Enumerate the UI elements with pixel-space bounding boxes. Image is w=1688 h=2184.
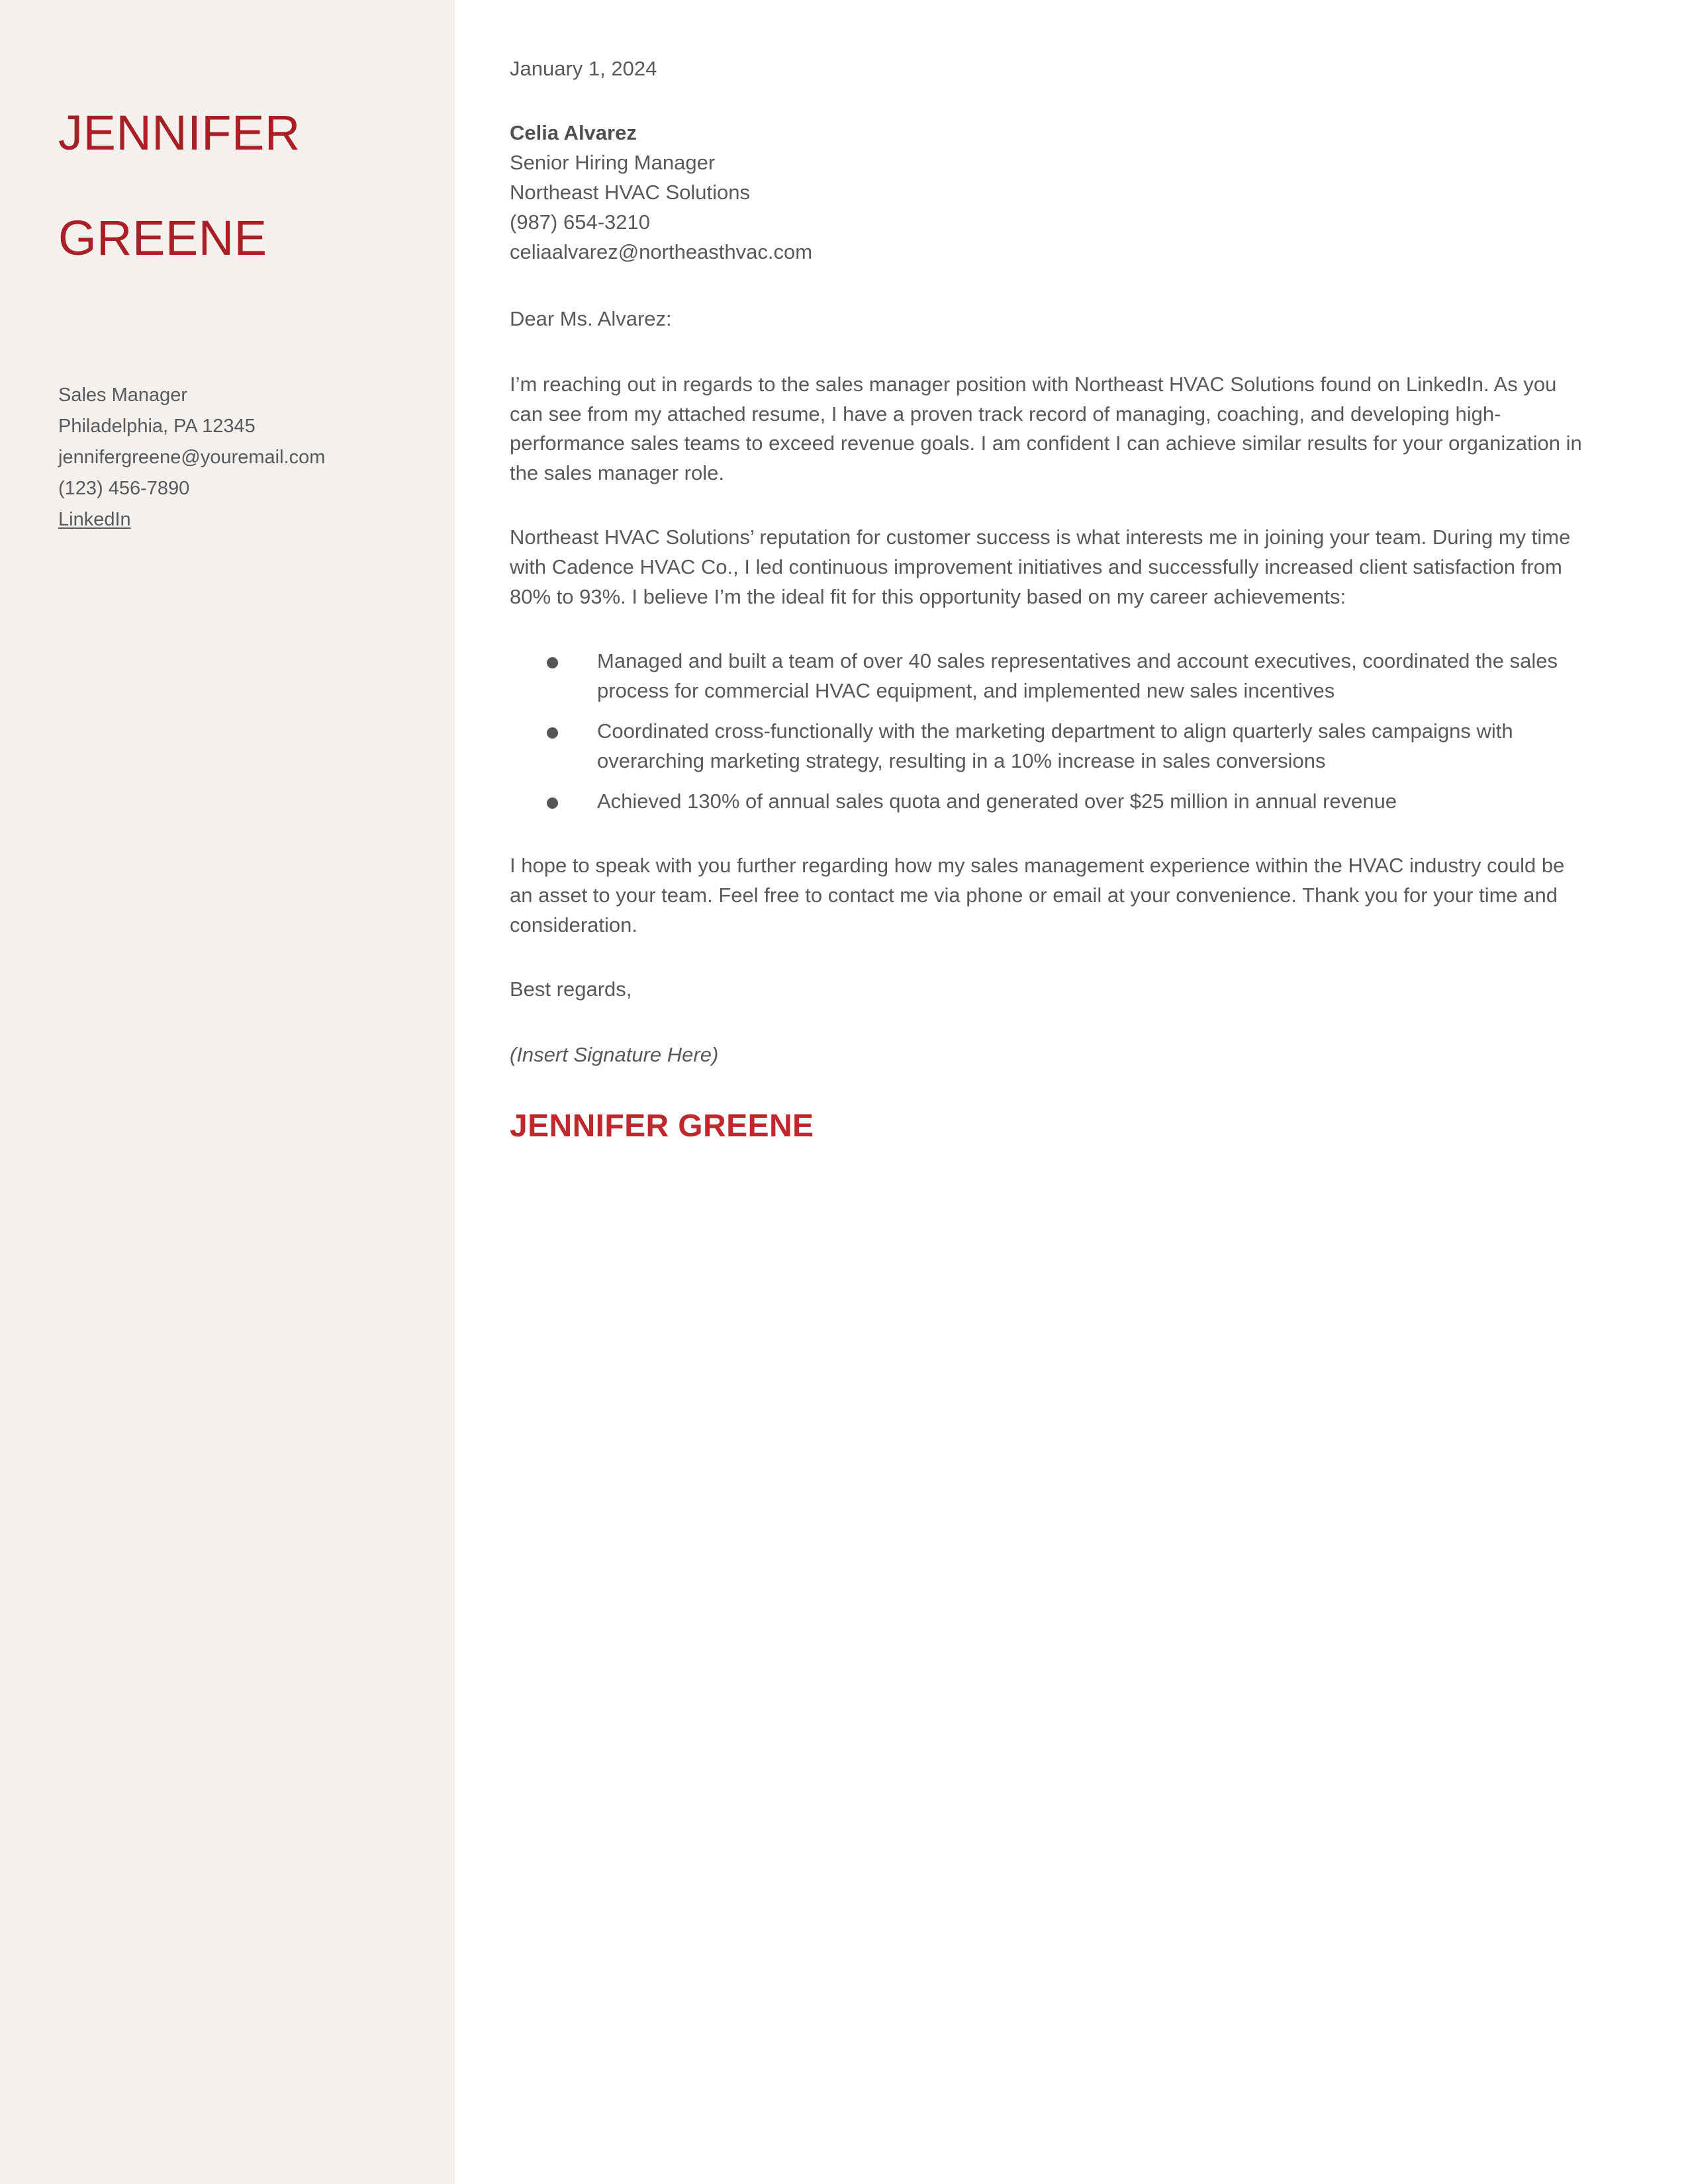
applicant-location: Philadelphia, PA 12345 xyxy=(58,415,256,437)
bullet-icon xyxy=(547,727,558,739)
applicant-job-title: Sales Manager xyxy=(58,384,188,406)
sidebar xyxy=(0,0,455,2184)
list-item xyxy=(510,787,1582,817)
applicant-first-name: JENNIFER xyxy=(58,105,301,161)
achievement-text: Managed and built a team of over 40 sales representatives and account executives, coordinated the sales process for commercial HVAC equipment, and implemented new sales incentives xyxy=(597,649,1558,703)
letter-body xyxy=(455,0,1688,2184)
recipient-phone: (987) 654-3210 xyxy=(510,210,650,234)
body-paragraph-1: I’m reaching out in regards to the sales manager position with Northeast HVAC Solutions found on LinkedIn. As you can see from my attached resume, I have a proven track record of managing, coaching, and developing high-performance sales teams to exceed revenue goals. I am confident I can achieve similar results for your organization in the sales manager role. xyxy=(510,372,1582,485)
linkedin-link[interactable]: LinkedIn xyxy=(58,508,131,530)
recipient-company: Northeast HVAC Solutions xyxy=(510,180,750,204)
list-item xyxy=(510,717,1582,776)
applicant-email: jennifergreene@youremail.com xyxy=(58,446,326,468)
bullet-icon xyxy=(547,797,558,809)
body-paragraph-3: I hope to speak with you further regarding how my sales management experience within the HVAC industry could be an asset to your team. Feel free to contact me via phone or email at your convenience. Thank you for your time and consideration. xyxy=(510,853,1565,936)
salutation: Dear Ms. Alvarez: xyxy=(510,306,672,330)
applicant-phone: (123) 456-7890 xyxy=(58,477,190,499)
recipient-email: celiaalvarez@northeasthvac.com xyxy=(510,240,813,263)
applicant-contact-block xyxy=(58,380,428,535)
recipient-name: Celia Alvarez xyxy=(510,120,637,144)
letter-date: January 1, 2024 xyxy=(510,57,657,80)
applicant-last-name: GREENE xyxy=(58,210,267,265)
applicant-name-heading xyxy=(58,54,428,316)
achievement-text: Coordinated cross-functionally with the marketing department to align quarterly sales campaigns with overarching marketing strategy, resulting in a 10% increase in sales conversions xyxy=(597,719,1513,772)
recipient-title: Senior Hiring Manager xyxy=(510,150,716,174)
achievements-list xyxy=(510,647,1582,817)
list-item xyxy=(510,647,1582,706)
body-paragraph-2: Northeast HVAC Solutions’ reputation for customer success is what interests me in joining your team. During my time with Cadence HVAC Co., I led continuous improvement initiatives and successfully increased client satisfaction from 80% to 93%. I believe I’m the ideal fit for this opportunity based on my career achievements: xyxy=(510,525,1571,609)
signoff: Best regards, xyxy=(510,977,632,1001)
signature-name: JENNIFER GREENE xyxy=(510,1108,814,1144)
bullet-icon xyxy=(547,657,558,668)
achievement-text: Achieved 130% of annual sales quota and generated over $25 million in annual revenue xyxy=(597,789,1397,813)
signature-placeholder: (Insert Signature Here) xyxy=(510,1042,719,1066)
recipient-block xyxy=(510,118,1582,267)
